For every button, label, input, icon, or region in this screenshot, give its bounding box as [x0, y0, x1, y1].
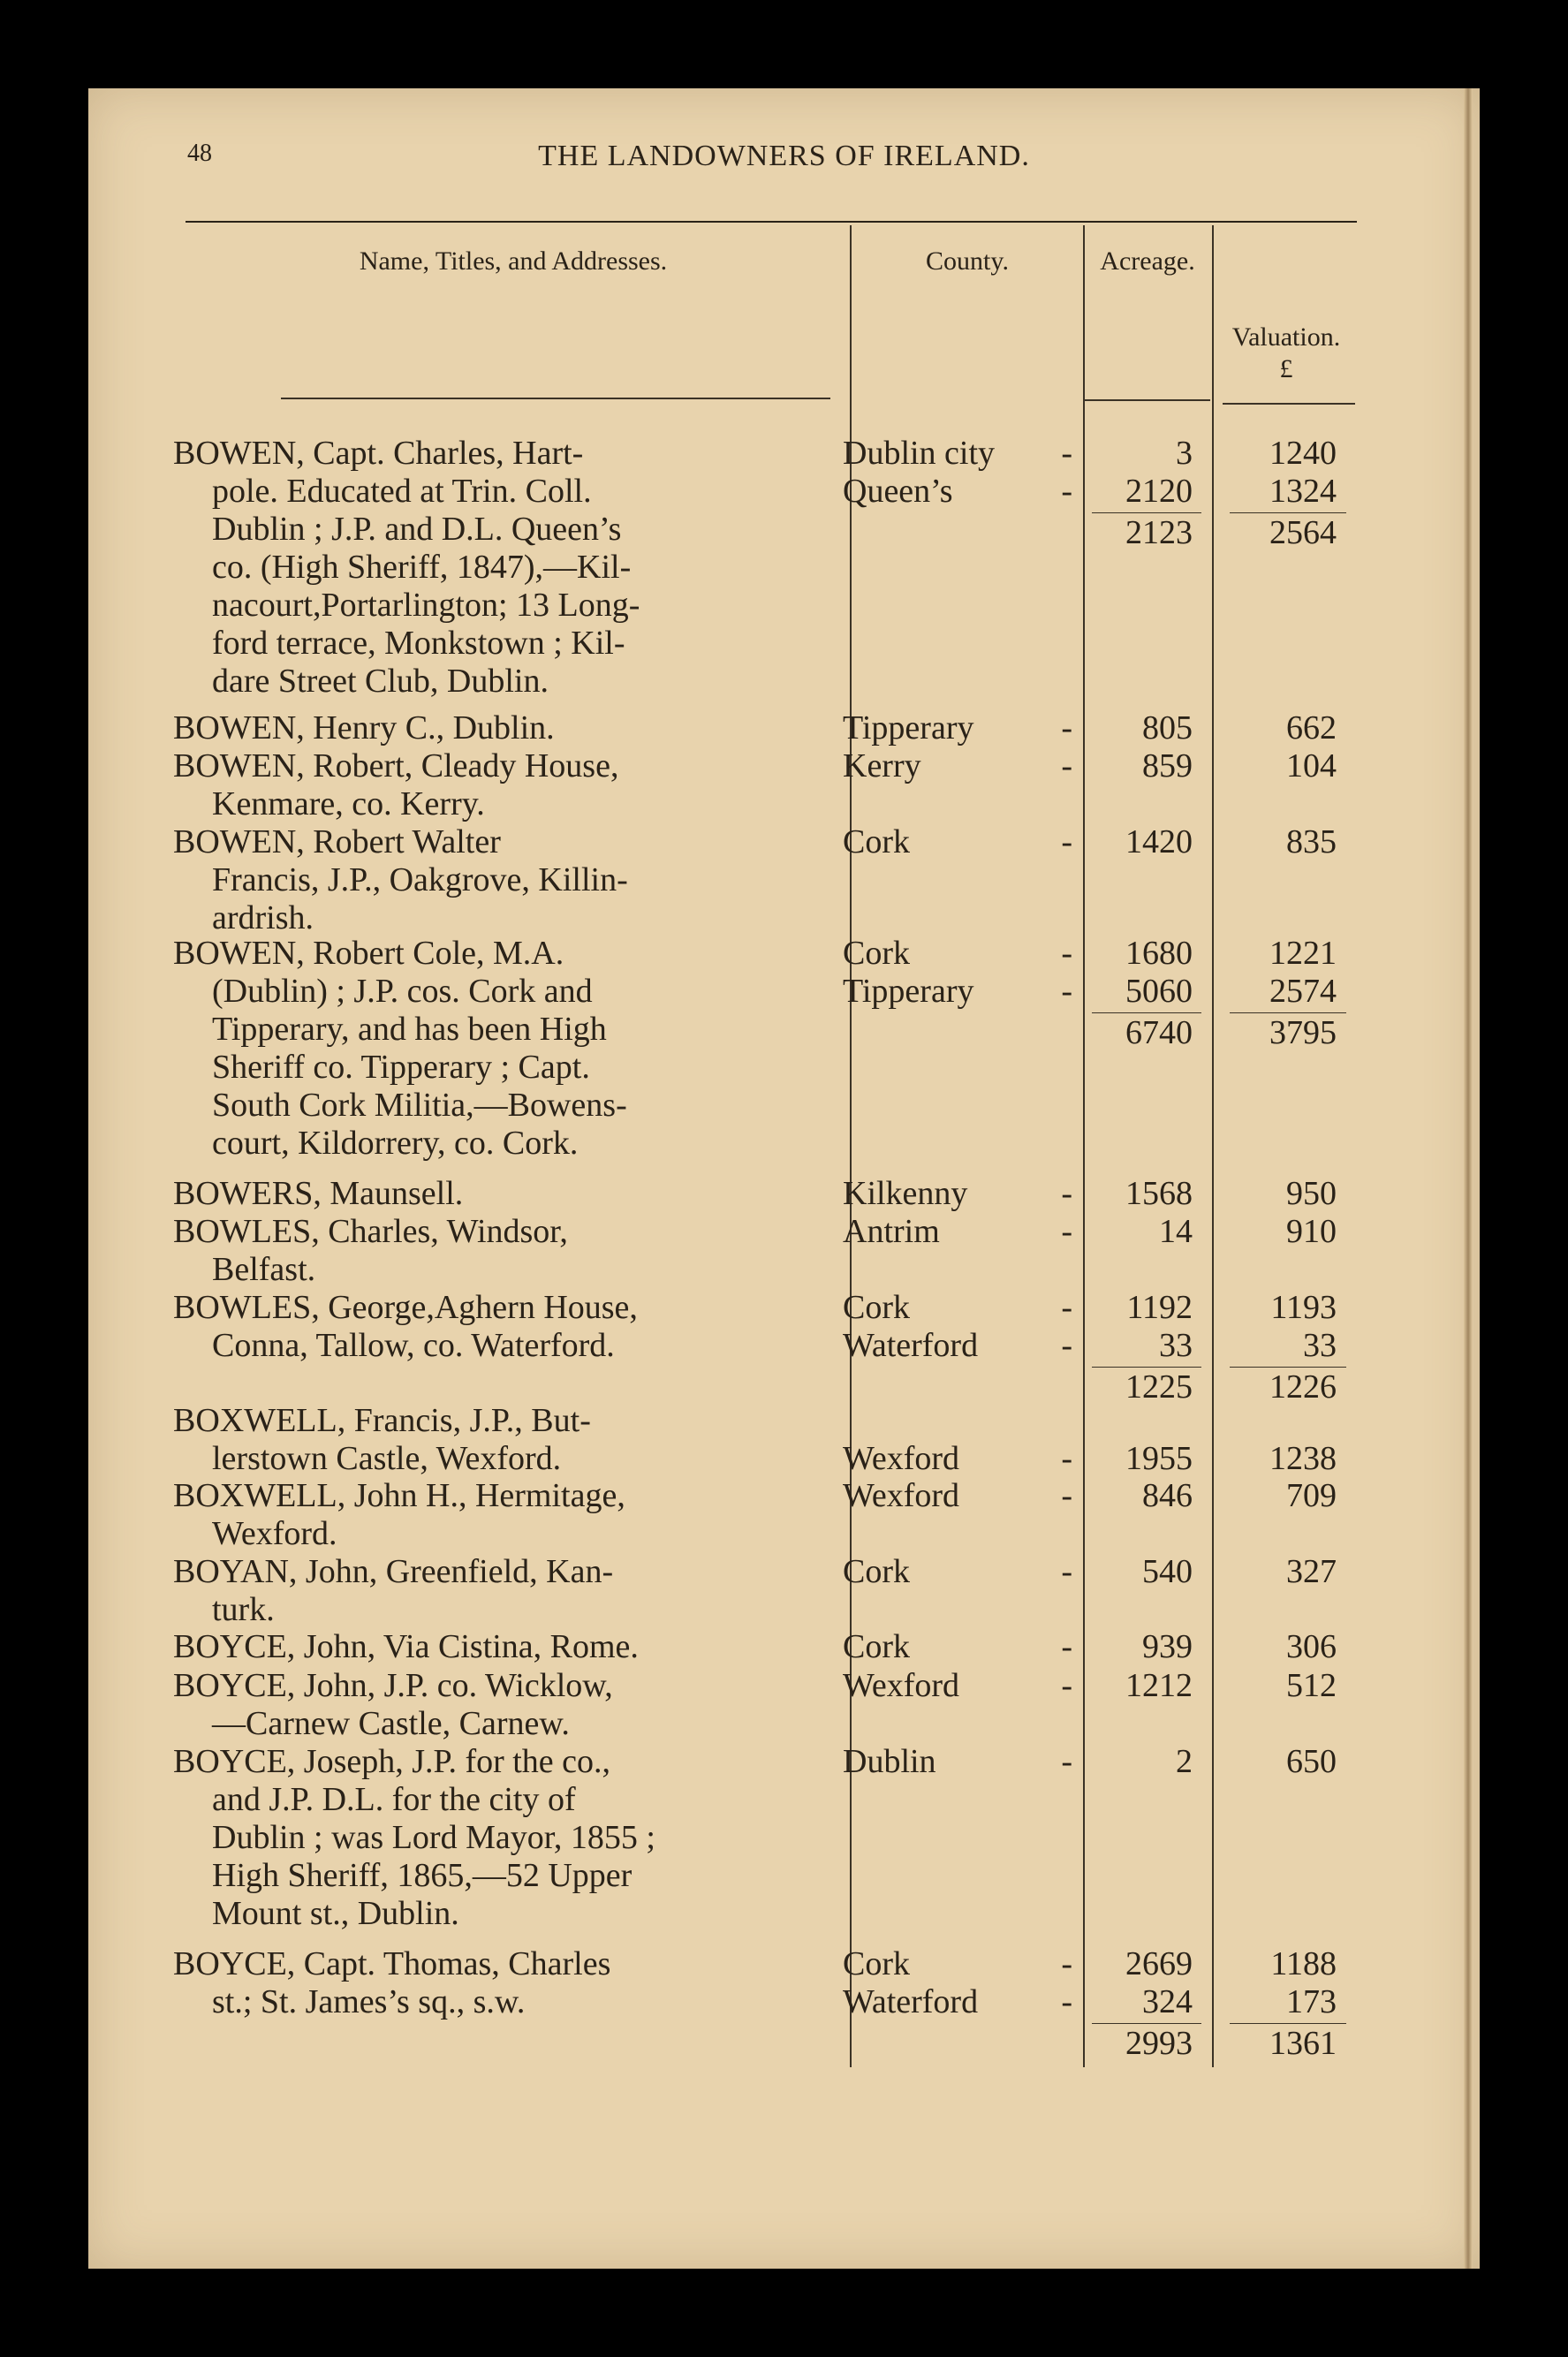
entry-line: nacourt,Portarlington; 13 Long- — [212, 587, 640, 624]
leader-dash: - — [1061, 1175, 1072, 1212]
valuation-cell — [1219, 1289, 1337, 1365]
acreage-cell — [1087, 1743, 1193, 1781]
acreage-value: 33 — [1159, 1327, 1193, 1364]
acreage-value: 1212 — [1125, 1667, 1193, 1704]
acreage-value: 1192 — [1126, 1289, 1193, 1326]
acreage-cell — [1087, 1553, 1193, 1591]
entry-line: South Cork Militia,—Bowens- — [212, 1087, 627, 1124]
county-cell — [843, 1477, 1072, 1515]
colhead-county: County. — [926, 246, 1009, 276]
entry-line: BOWEN, Capt. Charles, Hart- — [173, 435, 584, 472]
valuation-cell — [1219, 747, 1337, 785]
entry-line: —Carnew Castle, Carnew. — [212, 1705, 570, 1742]
total-acreage: 1225 — [1125, 1368, 1193, 1406]
county-cell — [843, 435, 1072, 511]
leader-dash: - — [1061, 473, 1072, 510]
county-cell — [843, 1743, 1072, 1781]
acreage-cell — [1087, 435, 1193, 511]
valuation-value: 2574 — [1269, 973, 1337, 1010]
valuation-cell — [1219, 1743, 1337, 1781]
county-line — [843, 1553, 1072, 1591]
leader-dash: - — [1061, 1213, 1072, 1250]
valuation-value: 1193 — [1270, 1289, 1337, 1326]
acreage-value: 2669 — [1125, 1945, 1193, 1982]
landowner-entry — [173, 1213, 829, 1289]
leader-dash: - — [1061, 1327, 1072, 1364]
county-line — [843, 709, 1072, 747]
county-name: Tipperary — [843, 973, 974, 1010]
leader-dash: - — [1061, 1983, 1072, 2020]
valuation-cell — [1219, 1667, 1337, 1705]
col-divider-county — [1083, 309, 1085, 2067]
acreage-value — [1087, 1402, 1193, 1440]
valuation-value: 835 — [1286, 823, 1337, 860]
valuation-cell — [1219, 1628, 1337, 1666]
acreage-cell — [1087, 709, 1193, 747]
entry-line: BOWEN, Robert Cole, M.A. — [173, 935, 564, 972]
page-edge — [1464, 88, 1473, 2269]
entry-line: Mount st., Dublin. — [212, 1895, 459, 1932]
total-valuation: 3795 — [1269, 1014, 1337, 1051]
valuation-value: 650 — [1286, 1743, 1337, 1780]
total-valuation: 2564 — [1269, 514, 1337, 551]
valuation-value: 1324 — [1269, 473, 1337, 510]
subtotal-rule — [1092, 1367, 1201, 1368]
acreage-cell — [1087, 1213, 1193, 1251]
landowner-entry — [173, 1553, 829, 1629]
entry-line: court, Kildorrery, co. Cork. — [212, 1125, 579, 1162]
acreage-value: 939 — [1142, 1628, 1193, 1665]
county-name: Cork — [843, 823, 910, 860]
valuation-cell — [1219, 1175, 1337, 1213]
county-line — [843, 435, 1072, 473]
landowner-entry — [173, 1945, 829, 2021]
total-valuation: 1361 — [1269, 2025, 1337, 2062]
county-line — [843, 823, 1072, 861]
entry-line: Kenmare, co. Kerry. — [212, 785, 485, 822]
county-line — [843, 1175, 1072, 1213]
leader-dash: - — [1061, 1477, 1072, 1514]
leader-dash: - — [1061, 1440, 1072, 1477]
total-acreage: 2993 — [1125, 2025, 1193, 2062]
valuation-cell — [1219, 1553, 1337, 1591]
county-name: Cork — [843, 1945, 910, 1982]
acreage-cell — [1087, 823, 1193, 861]
county-name: Dublin city — [843, 435, 996, 472]
valuation-value: 1240 — [1269, 435, 1337, 472]
entry-line: ford terrace, Monkstown ; Kil- — [212, 625, 625, 662]
entry-line: BOWLES, George,Aghern House, — [173, 1289, 638, 1326]
county-name: Waterford — [843, 1983, 979, 2020]
entry-line: BOWLES, Charles, Windsor, — [173, 1213, 568, 1250]
leader-dash: - — [1061, 1945, 1072, 1982]
total-acreage: 6740 — [1125, 1014, 1193, 1051]
valuation-value: 1238 — [1269, 1440, 1337, 1477]
landowner-entry — [173, 1743, 829, 1933]
valuation-cell — [1219, 435, 1337, 511]
col-divider-acreage — [1212, 309, 1214, 2067]
valuation-value — [1219, 1402, 1337, 1440]
county-name: Cork — [843, 1553, 910, 1590]
acreage-value: 14 — [1159, 1213, 1193, 1250]
acreage-cell — [1087, 1945, 1193, 2021]
valuation-cell — [1219, 1477, 1337, 1515]
total-acreage: 2123 — [1125, 514, 1193, 551]
valuation-cell — [1219, 709, 1337, 747]
acreage-value: 805 — [1142, 709, 1193, 747]
county-line — [843, 1213, 1072, 1251]
subtotal-rule — [1092, 512, 1201, 513]
valuation-value: 709 — [1286, 1477, 1337, 1514]
acreage-value: 1420 — [1125, 823, 1193, 860]
entry-line: BOWERS, Maunsell. — [173, 1175, 464, 1212]
entry-line: BOWEN, Henry C., Dublin. — [173, 709, 555, 747]
leader-dash: - — [1061, 709, 1072, 747]
leader-dash: - — [1061, 973, 1072, 1010]
county-name: Cork — [843, 935, 910, 972]
county-cell — [843, 1667, 1072, 1705]
valuation-value: 910 — [1286, 1213, 1337, 1250]
county-cell — [843, 823, 1072, 861]
valuation-value: 33 — [1303, 1327, 1337, 1364]
valuation-value: 662 — [1286, 709, 1337, 747]
county-cell — [843, 1553, 1072, 1591]
leader-dash: - — [1061, 1289, 1072, 1326]
header-rule — [186, 221, 1357, 223]
landowner-entry — [173, 435, 829, 701]
county-line — [843, 1289, 1072, 1327]
entry-line: Dublin ; J.P. and D.L. Queen’s — [212, 511, 622, 548]
acreage-cell — [1087, 747, 1193, 785]
entry-line: BOWEN, Robert Walter — [173, 823, 501, 860]
entry-line: lerstown Castle, Wexford. — [212, 1440, 562, 1477]
county-name: Kerry — [843, 747, 921, 784]
entry-line: Wexford. — [212, 1515, 337, 1552]
subtotal-rule — [1230, 2023, 1346, 2024]
county-line — [843, 747, 1072, 785]
county-line — [843, 1743, 1072, 1781]
county-line — [843, 1983, 1072, 2021]
acreage-value: 1680 — [1125, 935, 1193, 972]
entry-line: Francis, J.P., Oakgrove, Killin- — [212, 861, 628, 898]
county-cell — [843, 1289, 1072, 1365]
leader-dash: - — [1061, 823, 1072, 860]
county-line — [843, 473, 1072, 511]
county-name: Antrim — [843, 1213, 940, 1250]
leader-dash: - — [1061, 1553, 1072, 1590]
page-number: 48 — [187, 140, 212, 167]
entry-line: High Sheriff, 1865,—52 Upper — [212, 1857, 633, 1894]
county-name: Queen’s — [843, 473, 953, 510]
county-name: Wexford — [843, 1667, 959, 1704]
valuation-label: Valuation. — [1231, 322, 1341, 352]
colhead-valuation — [1216, 322, 1357, 385]
entry-line: BOYCE, Capt. Thomas, Charles — [173, 1945, 611, 1982]
county-name: Waterford — [843, 1327, 979, 1364]
leader-dash: - — [1061, 1628, 1072, 1665]
county-name: Cork — [843, 1289, 910, 1326]
acreage-cell — [1087, 1402, 1193, 1478]
acreage-cell — [1087, 1628, 1193, 1666]
leader-dash: - — [1061, 1667, 1072, 1704]
subtotal-rule — [1092, 1012, 1201, 1013]
valuation-cell — [1219, 823, 1337, 861]
subtotal-rule — [1230, 1012, 1346, 1013]
acreage-value: 324 — [1142, 1983, 1193, 2020]
valuation-value: 173 — [1286, 1983, 1337, 2020]
entry-line: (Dublin) ; J.P. cos. Cork and — [212, 973, 593, 1010]
leader-dash: - — [1061, 1743, 1072, 1780]
valuation-unit: £ — [1279, 354, 1293, 383]
acreage-cell — [1087, 1175, 1193, 1213]
county-name: Tipperary — [843, 709, 974, 747]
leader-dash: - — [1061, 747, 1072, 784]
county-cell — [843, 1628, 1072, 1666]
entry-line: BOYCE, John, Via Cistina, Rome. — [173, 1628, 639, 1665]
county-name: Cork — [843, 1628, 910, 1665]
acreage-value: 540 — [1142, 1553, 1193, 1590]
county-cell — [843, 1945, 1072, 2021]
county-line — [843, 1327, 1072, 1365]
colhead-name: Name, Titles, and Addresses. — [359, 246, 668, 276]
landowner-entry — [173, 1175, 829, 1213]
landowner-entry — [173, 747, 829, 823]
landowner-entry — [173, 1628, 829, 1666]
entry-line: Dublin ; was Lord Mayor, 1855 ; — [212, 1819, 655, 1856]
valuation-cell — [1219, 935, 1337, 1011]
valuation-value: 306 — [1286, 1628, 1337, 1665]
acreage-value: 2 — [1176, 1743, 1193, 1780]
county-line — [843, 1945, 1072, 1983]
subtotal-rule — [1230, 1367, 1346, 1368]
entry-line: dare Street Club, Dublin. — [212, 663, 549, 700]
entry-line: turk. — [212, 1591, 275, 1628]
entry-line: BOXWELL, Francis, J.P., But- — [173, 1402, 591, 1439]
valuation-value: 512 — [1286, 1667, 1337, 1704]
valuation-value: 1221 — [1269, 935, 1337, 972]
landowner-entry — [173, 1289, 829, 1365]
county-cell — [843, 1175, 1072, 1213]
county-name: Kilkenny — [843, 1175, 968, 1212]
county-name: Dublin — [843, 1743, 936, 1780]
running-head — [0, 140, 1568, 193]
entry-line: Sheriff co. Tipperary ; Capt. — [212, 1049, 590, 1086]
acreage-cell — [1087, 935, 1193, 1011]
total-valuation: 1226 — [1269, 1368, 1337, 1406]
county-cell — [843, 1213, 1072, 1251]
acreage-value: 5060 — [1125, 973, 1193, 1010]
valuation-value: 104 — [1286, 747, 1337, 784]
book-title: THE LANDOWNERS OF IRELAND. — [538, 140, 1030, 172]
county-name: Wexford — [843, 1440, 959, 1477]
entry-line: ardrish. — [212, 899, 314, 936]
entry-line: Tipperary, and has been High — [212, 1011, 607, 1048]
landowner-entry — [173, 823, 829, 937]
county-name — [843, 1402, 1072, 1440]
landowner-entry — [173, 1667, 829, 1743]
acreage-value: 2120 — [1125, 473, 1193, 510]
entry-line: st.; St. James’s sq., s.w. — [212, 1983, 526, 2020]
entry-line: BOXWELL, John H., Hermitage, — [173, 1477, 625, 1514]
county-line — [843, 1440, 1072, 1478]
landowner-entry — [173, 1477, 829, 1553]
landowner-entry — [173, 709, 829, 747]
county-name: Wexford — [843, 1477, 959, 1514]
entry-line: pole. Educated at Trin. Coll. — [212, 473, 592, 510]
county-line — [843, 1628, 1072, 1666]
valuation-cell — [1219, 1945, 1337, 2021]
landowner-entry — [173, 935, 829, 1163]
entry-line: BOYCE, John, J.P. co. Wicklow, — [173, 1667, 613, 1704]
valuation-cell — [1219, 1402, 1337, 1478]
subtotal-rule — [1230, 512, 1346, 513]
landowner-entry — [173, 1402, 829, 1478]
entry-line: Belfast. — [212, 1251, 316, 1288]
county-line — [843, 1667, 1072, 1705]
county-cell — [843, 1402, 1072, 1478]
acreage-value: 859 — [1142, 747, 1193, 784]
entry-line: BOYAN, John, Greenfield, Kan- — [173, 1553, 614, 1590]
acreage-value: 1568 — [1125, 1175, 1193, 1212]
subtotal-rule — [1092, 2023, 1201, 2024]
county-cell — [843, 747, 1072, 785]
acreage-cell — [1087, 1289, 1193, 1365]
acreage-value: 1955 — [1125, 1440, 1193, 1477]
leader-dash: - — [1061, 435, 1072, 472]
valuation-value: 327 — [1286, 1553, 1337, 1590]
entry-line: co. (High Sheriff, 1847),—Kil- — [212, 549, 632, 586]
entry-line: Conna, Tallow, co. Waterford. — [212, 1327, 615, 1364]
county-cell — [843, 709, 1072, 747]
colhead-acreage: Acreage. — [1100, 246, 1195, 276]
acreage-cell — [1087, 1477, 1193, 1515]
acreage-value: 846 — [1142, 1477, 1193, 1514]
county-cell — [843, 935, 1072, 1011]
entry-line: BOYCE, Joseph, J.P. for the co., — [173, 1743, 611, 1780]
valuation-value: 950 — [1286, 1175, 1337, 1212]
acreage-value: 3 — [1176, 435, 1193, 472]
county-line — [843, 1477, 1072, 1515]
leader-dash: - — [1061, 935, 1072, 972]
county-line — [843, 935, 1072, 973]
county-line — [843, 973, 1072, 1011]
entry-line: BOWEN, Robert, Cleady House, — [173, 747, 619, 784]
acreage-cell — [1087, 1667, 1193, 1705]
entry-line: and J.P. D.L. for the city of — [212, 1781, 576, 1818]
valuation-value: 1188 — [1270, 1945, 1337, 1982]
valuation-cell — [1219, 1213, 1337, 1251]
